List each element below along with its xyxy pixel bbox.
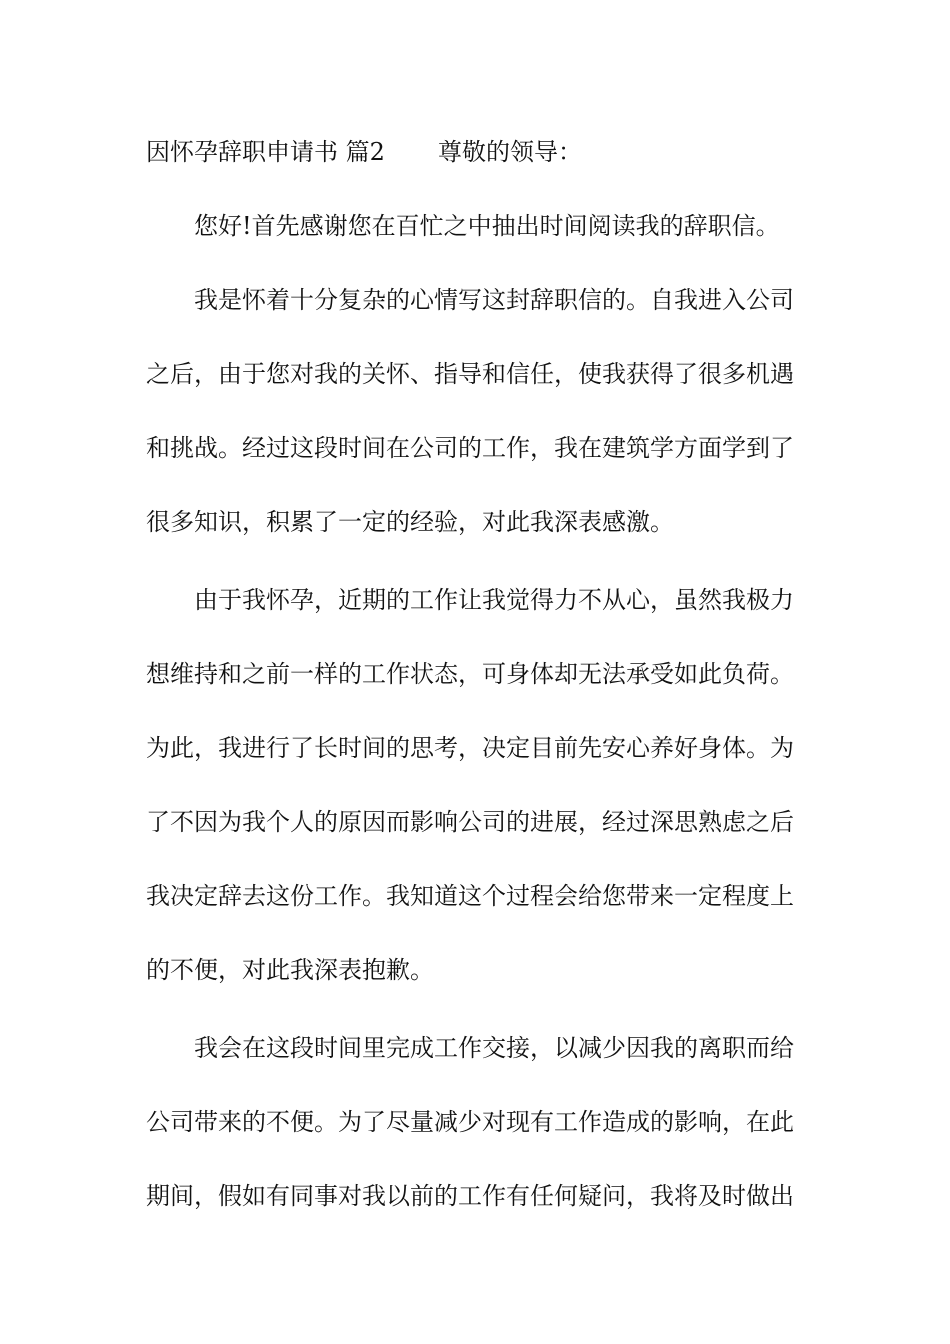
paragraph-line: 您好!首先感谢您在百忙之中抽出时间阅读我的辞职信。 (194, 212, 780, 240)
paragraph-line: 和挑战。经过这段时间在公司的工作，我在建筑学方面学到了 (146, 434, 794, 462)
document-heading: 因怀孕辞职申请书 篇2 (146, 138, 385, 166)
salutation: 尊敬的领导： (438, 138, 582, 166)
paragraph-line: 很多知识，积累了一定的经验，对此我深表感激。 (146, 508, 674, 536)
paragraph-line: 之后，由于您对我的关怀、指导和信任，使我获得了很多机遇 (146, 360, 794, 388)
paragraph-line: 由于我怀孕，近期的工作让我觉得力不从心，虽然我极力 (194, 586, 794, 614)
paragraph-line: 想维持和之前一样的工作状态，可身体却无法承受如此负荷。 (146, 660, 794, 688)
paragraph-line: 的不便，对此我深表抱歉。 (146, 956, 434, 984)
paragraph-line: 我是怀着十分复杂的心情写这封辞职信的。自我进入公司 (194, 286, 794, 314)
paragraph-line: 公司带来的不便。为了尽量减少对现有工作造成的影响，在此 (146, 1108, 794, 1136)
paragraph-line: 我决定辞去这份工作。我知道这个过程会给您带来一定程度上 (146, 882, 794, 910)
paragraph-line: 我会在这段时间里完成工作交接，以减少因我的离职而给 (194, 1034, 794, 1062)
paragraph-line: 为此，我进行了长时间的思考，决定目前先安心养好身体。为 (146, 734, 794, 762)
heading-line (146, 132, 806, 172)
paragraph-line: 期间，假如有同事对我以前的工作有任何疑问，我将及时做出 (146, 1182, 794, 1210)
paragraph-line: 了不因为我个人的原因而影响公司的进展，经过深思熟虑之后 (146, 808, 794, 836)
